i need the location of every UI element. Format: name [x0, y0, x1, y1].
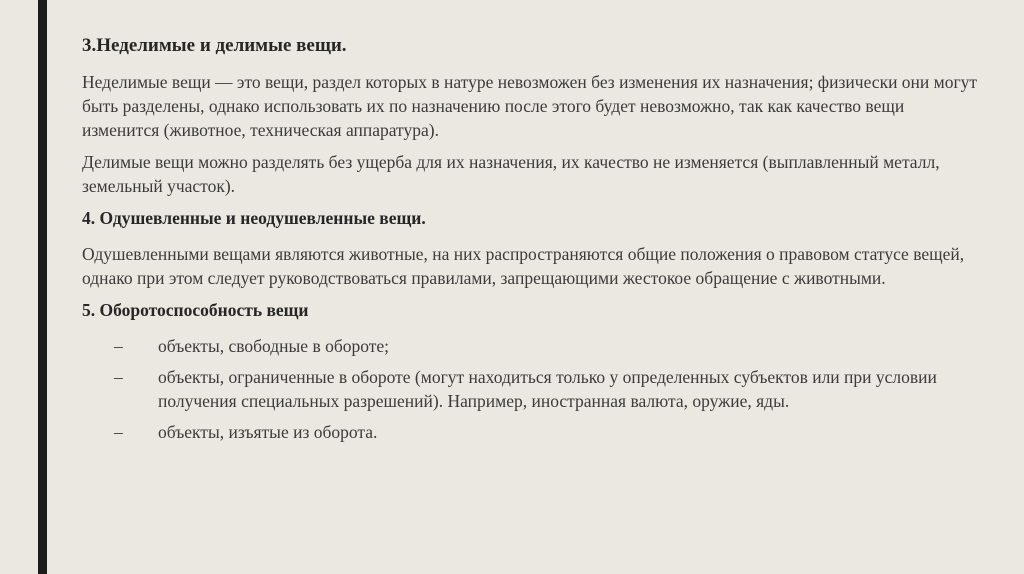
list-dash-marker: – — [114, 422, 123, 442]
list-dash-marker: – — [114, 336, 123, 356]
section-3-heading: 3.Неделимые и делимые вещи. — [82, 35, 347, 56]
list-item — [82, 365, 982, 413]
list-item-text: объекты, ограниченные в обороте (могут находиться только у определенных субъектов или при условии получения специальных разрешений). Например, иностранная валюта, оружие, яды. — [158, 367, 937, 411]
section-3-paragraph-2: Делимые вещи можно разделять без ущерба для их назначения, их качество не изменяется (выплавленный металл, земельный участок). — [82, 152, 940, 196]
section-5-list — [82, 334, 982, 444]
list-item-text: объекты, свободные в обороте; — [158, 336, 390, 356]
list-item — [82, 334, 982, 358]
side-accent-bar — [38, 0, 47, 574]
section-4-heading: 4. Одушевленные и неодушевленные вещи. — [82, 208, 426, 228]
section-3-paragraph-1: Неделимые вещи — это вещи, раздел которых в натуре невозможен без изменения их назначения; физически они могут быть разделены, однако использовать их по назначению после этого будет невозможно, так как качество вещи изменится (животное, техническая аппаратура). — [82, 72, 978, 140]
list-item — [82, 420, 982, 444]
slide-content — [82, 33, 982, 451]
section-4-paragraph-1: Одушевленными вещами являются животные, на них распространяются общие положения о правовом статусе вещей, однако при этом следует руководствоваться правилами, запрещающими жестокое обращение с животными. — [82, 244, 965, 288]
list-dash-marker: – — [114, 367, 123, 387]
list-item-text: объекты, изъятые из оборота. — [158, 422, 378, 442]
section-5-heading: 5. Оборотоспособность вещи — [82, 300, 309, 320]
